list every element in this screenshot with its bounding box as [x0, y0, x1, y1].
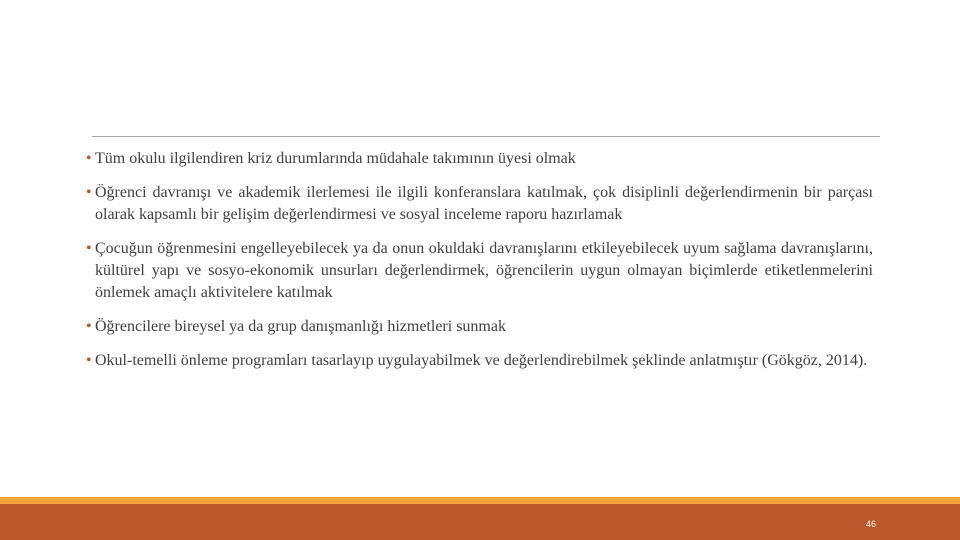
footer-accent-strip — [0, 497, 960, 504]
footer-bar — [0, 504, 960, 540]
bullet-marker: • — [86, 150, 92, 167]
bullet-item — [86, 350, 873, 372]
bullet-marker: • — [86, 184, 92, 201]
title-divider — [92, 136, 880, 137]
bullet-marker: • — [86, 352, 92, 369]
bullet-list — [86, 148, 873, 384]
bullet-text: Çocuğun öğrenmesini engelleyebilecek ya da onun okuldaki davranışlarını etkileyebilecek uyum sağlama davranışlarını, kültürel yapı ve sosyo-ekonomik unsurları değerlendirmek, öğrencilerin uygun olmayan biçimlerde etiketlenmelerini önlemek amaçlı aktivitelere katılmak — [95, 240, 873, 301]
bullet-text: Tüm okulu ilgilendiren kriz durumlarında müdahale takımının üyesi olmak — [95, 150, 576, 167]
bullet-text: Okul-temelli önleme programları tasarlayıp uygulayabilmek ve değerlendirebilmek şeklinde anlatmıştır (Gökgöz, 2014). — [95, 352, 868, 369]
bullet-item — [86, 316, 873, 338]
bullet-item — [86, 238, 873, 304]
bullet-item — [86, 148, 873, 170]
bullet-text: Öğrencilere bireysel ya da grup danışmanlığı hizmetleri sunmak — [95, 318, 506, 335]
bullet-marker: • — [86, 318, 92, 335]
bullet-item — [86, 182, 873, 226]
bullet-text: Öğrenci davranışı ve akademik ilerlemesi ile ilgili konferanslara katılmak, çok disiplinli değerlendirmenin bir parçası olarak kapsamlı bir gelişim değerlendirmesi ve sosyal inceleme raporu hazırlamak — [95, 184, 873, 223]
bullet-marker: • — [86, 240, 92, 257]
page-number: 46 — [865, 519, 876, 529]
